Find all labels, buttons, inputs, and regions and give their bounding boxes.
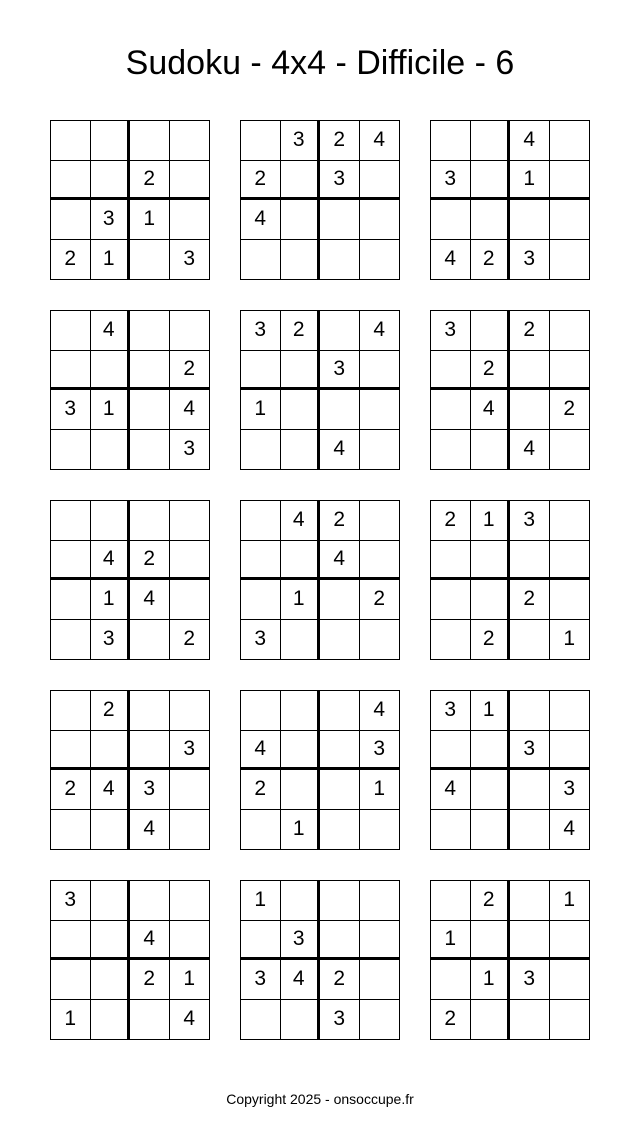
sudoku-cell: 3	[431, 161, 471, 201]
sudoku-cell: 2	[281, 311, 321, 351]
sudoku-cell[interactable]	[431, 810, 471, 850]
sudoku-cell: 1	[431, 921, 471, 961]
sudoku-cell[interactable]	[241, 430, 281, 470]
sudoku-cell: 3	[510, 501, 550, 541]
sudoku-cell: 1	[471, 960, 511, 1000]
sudoku-cell[interactable]	[510, 1000, 550, 1040]
sudoku-cell[interactable]	[91, 351, 131, 391]
sudoku-cell[interactable]	[320, 580, 360, 620]
sudoku-cell[interactable]	[471, 580, 511, 620]
sudoku-cell: 3	[320, 1000, 360, 1040]
sudoku-cell[interactable]	[431, 200, 471, 240]
sudoku-cell[interactable]	[281, 881, 321, 921]
sudoku-cell[interactable]	[170, 121, 210, 161]
sudoku-cell[interactable]	[550, 541, 590, 581]
sudoku-cell[interactable]	[91, 430, 131, 470]
sudoku-cell[interactable]	[510, 390, 550, 430]
sudoku-cell: 2	[471, 620, 511, 660]
sudoku-cell[interactable]	[51, 691, 91, 731]
sudoku-cell: 4	[241, 731, 281, 771]
sudoku-cell[interactable]	[281, 351, 321, 391]
sudoku-cell[interactable]	[91, 731, 131, 771]
sudoku-cell: 4	[320, 541, 360, 581]
sudoku-cell[interactable]	[51, 161, 91, 201]
sudoku-cell[interactable]	[320, 881, 360, 921]
sudoku-cell: 4	[91, 541, 131, 581]
sudoku-cell: 3	[51, 881, 91, 921]
sudoku-cell[interactable]	[471, 541, 511, 581]
sudoku-cell[interactable]	[170, 580, 210, 620]
sudoku-cell: 1	[241, 390, 281, 430]
sudoku-cell[interactable]	[130, 351, 170, 391]
sudoku-cell[interactable]	[471, 121, 511, 161]
sudoku-cell[interactable]	[170, 770, 210, 810]
sudoku-cell[interactable]	[360, 161, 400, 201]
sudoku-cell[interactable]	[471, 921, 511, 961]
sudoku-cell[interactable]	[550, 921, 590, 961]
sudoku-cell[interactable]	[360, 541, 400, 581]
sudoku-cell: 3	[281, 921, 321, 961]
sudoku-cell[interactable]	[241, 121, 281, 161]
sudoku-cell[interactable]	[241, 1000, 281, 1040]
sudoku-grid-2	[240, 120, 400, 280]
sudoku-cell: 1	[550, 881, 590, 921]
sudoku-cell[interactable]	[91, 501, 131, 541]
sudoku-cell: 3	[431, 691, 471, 731]
sudoku-cell[interactable]	[360, 960, 400, 1000]
sudoku-cell[interactable]	[51, 810, 91, 850]
sudoku-cell[interactable]	[51, 200, 91, 240]
sudoku-cell[interactable]	[320, 240, 360, 280]
sudoku-cell[interactable]	[550, 311, 590, 351]
sudoku-cell: 1	[91, 580, 131, 620]
sudoku-cell[interactable]	[281, 541, 321, 581]
sudoku-cell: 1	[510, 161, 550, 201]
sudoku-cell[interactable]	[360, 620, 400, 660]
sudoku-cell[interactable]	[281, 620, 321, 660]
sudoku-cell[interactable]	[130, 881, 170, 921]
sudoku-cell: 2	[170, 351, 210, 391]
sudoku-cell: 3	[431, 311, 471, 351]
sudoku-cell[interactable]	[431, 881, 471, 921]
sudoku-cell[interactable]	[550, 121, 590, 161]
sudoku-grid-9	[430, 500, 590, 660]
sudoku-cell: 4	[510, 121, 550, 161]
sudoku-cell: 3	[241, 960, 281, 1000]
sudoku-cell[interactable]	[360, 390, 400, 430]
sudoku-cell[interactable]	[360, 200, 400, 240]
sudoku-cell[interactable]	[431, 580, 471, 620]
sudoku-cell[interactable]	[471, 430, 511, 470]
sudoku-cell: 4	[471, 390, 511, 430]
sudoku-cell[interactable]	[241, 580, 281, 620]
sudoku-cell: 4	[563, 817, 576, 841]
sudoku-grid-3	[430, 120, 590, 280]
sudoku-cell: 2	[130, 960, 170, 1000]
sudoku-grid-7	[50, 500, 210, 660]
sudoku-cell: 3	[130, 770, 170, 810]
sudoku-cell[interactable]	[91, 881, 131, 921]
sudoku-cell[interactable]	[130, 390, 170, 430]
sudoku-cell[interactable]	[241, 921, 281, 961]
sudoku-cell[interactable]	[241, 541, 281, 581]
sudoku-cell: 2	[431, 1000, 471, 1040]
sudoku-cell[interactable]	[91, 960, 131, 1000]
sudoku-cell[interactable]	[471, 161, 511, 201]
sudoku-cell[interactable]	[510, 691, 550, 731]
sudoku-cell: 4	[431, 770, 471, 810]
sudoku-cell: 4	[130, 810, 170, 850]
sudoku-cell[interactable]	[431, 390, 471, 430]
sudoku-cell[interactable]	[510, 810, 550, 850]
sudoku-cell[interactable]	[281, 430, 321, 470]
sudoku-cell[interactable]	[360, 1000, 400, 1040]
sudoku-cell[interactable]	[281, 770, 321, 810]
sudoku-cell[interactable]	[510, 881, 550, 921]
sudoku-cell: 2	[471, 881, 511, 921]
sudoku-cell: 3	[91, 200, 131, 240]
sudoku-cell[interactable]	[51, 121, 91, 161]
sudoku-cell: 3	[550, 770, 590, 810]
sudoku-cell[interactable]	[360, 430, 400, 470]
sudoku-cell[interactable]	[550, 501, 590, 541]
sudoku-cell[interactable]	[281, 1000, 321, 1040]
sudoku-cell[interactable]	[320, 691, 360, 731]
sudoku-cell[interactable]	[170, 501, 210, 541]
sudoku-grid-5	[240, 310, 400, 470]
sudoku-cell[interactable]	[320, 770, 360, 810]
sudoku-cell[interactable]	[510, 200, 550, 240]
sudoku-cell: 2	[550, 390, 590, 430]
sudoku-cell: 3	[510, 960, 550, 1000]
sudoku-cell[interactable]	[130, 1000, 170, 1040]
sudoku-grid-15	[430, 880, 590, 1040]
sudoku-cell[interactable]	[51, 620, 91, 660]
sudoku-cell[interactable]	[170, 200, 210, 240]
sudoku-grid-4	[50, 310, 210, 470]
sudoku-cell[interactable]	[241, 691, 281, 731]
sudoku-cell: 2	[91, 691, 131, 731]
sudoku-cell[interactable]	[360, 351, 400, 391]
sudoku-cell[interactable]	[281, 731, 321, 771]
sudoku-cell: 2	[241, 770, 281, 810]
sudoku-cell[interactable]	[431, 121, 471, 161]
sudoku-cell: 1	[170, 960, 210, 1000]
sudoku-cell[interactable]	[360, 921, 400, 961]
sudoku-cell: 1	[563, 627, 576, 651]
sudoku-cell[interactable]	[431, 351, 471, 391]
sudoku-cell[interactable]	[170, 161, 210, 201]
sudoku-cell[interactable]	[471, 731, 511, 771]
sudoku-cell[interactable]	[550, 691, 590, 731]
sudoku-cell: 1	[471, 691, 511, 731]
sudoku-cell[interactable]	[281, 240, 321, 280]
sudoku-cell[interactable]	[241, 501, 281, 541]
sudoku-cell[interactable]	[431, 731, 471, 771]
sudoku-cell[interactable]	[170, 881, 210, 921]
sudoku-cell: 3	[241, 311, 281, 351]
sudoku-cell: 3	[170, 731, 210, 771]
sudoku-cell: 4	[510, 430, 550, 470]
sudoku-cell: 3	[281, 121, 321, 161]
sudoku-cell[interactable]	[550, 430, 590, 470]
sudoku-cell[interactable]	[431, 960, 471, 1000]
sudoku-cell[interactable]	[130, 731, 170, 771]
sudoku-cell: 3	[91, 620, 131, 660]
sudoku-cell: 4	[130, 580, 170, 620]
sudoku-grid-13	[50, 880, 210, 1040]
sudoku-cell[interactable]	[130, 121, 170, 161]
sudoku-cell[interactable]	[510, 620, 550, 660]
sudoku-cell[interactable]	[320, 731, 360, 771]
sudoku-cell[interactable]	[360, 881, 400, 921]
sudoku-cell: 4	[431, 240, 471, 280]
sudoku-cell[interactable]	[550, 1000, 590, 1040]
sudoku-cell: 1	[130, 200, 170, 240]
sudoku-cell: 2	[130, 541, 170, 581]
sudoku-cell: 2	[51, 240, 91, 280]
sudoku-cell: 4	[241, 200, 281, 240]
sudoku-cell[interactable]	[550, 240, 590, 280]
sudoku-cell: 3	[183, 437, 196, 461]
page-title: Sudoku - 4x4 - Difficile - 6	[125, 44, 515, 82]
sudoku-cell: 2	[130, 161, 170, 201]
sudoku-cell[interactable]	[320, 200, 360, 240]
sudoku-cell: 3	[320, 351, 360, 391]
sudoku-cell[interactable]	[320, 311, 360, 351]
sudoku-cell: 1	[91, 240, 131, 280]
sudoku-cell[interactable]	[471, 311, 511, 351]
sudoku-cell: 2	[320, 501, 360, 541]
sudoku-cell[interactable]	[51, 430, 91, 470]
sudoku-cell[interactable]	[360, 501, 400, 541]
sudoku-cell[interactable]	[360, 810, 400, 850]
sudoku-cell: 4	[130, 921, 170, 961]
sudoku-cell[interactable]	[241, 351, 281, 391]
sudoku-cell[interactable]	[91, 161, 131, 201]
sudoku-cell: 3	[51, 390, 91, 430]
sudoku-cell[interactable]	[471, 810, 511, 850]
sudoku-cell: 2	[471, 351, 511, 391]
sudoku-cell[interactable]	[51, 541, 91, 581]
sudoku-cell: 3	[320, 161, 360, 201]
sudoku-cell: 4	[360, 311, 400, 351]
sudoku-cell: 2	[471, 240, 511, 280]
sudoku-cell[interactable]	[550, 200, 590, 240]
sudoku-cell[interactable]	[281, 691, 321, 731]
sudoku-grid-14	[240, 880, 400, 1040]
sudoku-cell[interactable]	[550, 731, 590, 771]
sudoku-cell: 4	[91, 770, 131, 810]
sudoku-cell[interactable]	[130, 311, 170, 351]
sudoku-cell[interactable]	[130, 240, 170, 280]
sudoku-cell[interactable]	[170, 921, 210, 961]
sudoku-cell[interactable]	[471, 1000, 511, 1040]
sudoku-cell: 1	[360, 770, 400, 810]
sudoku-cell[interactable]	[51, 960, 91, 1000]
sudoku-cell: 4	[183, 1007, 196, 1031]
sudoku-cell: 4	[281, 501, 321, 541]
sudoku-cell[interactable]	[51, 921, 91, 961]
sudoku-cell[interactable]	[91, 810, 131, 850]
sudoku-cell[interactable]	[170, 810, 210, 850]
sudoku-cell: 2	[431, 501, 471, 541]
sudoku-cell: 4	[360, 691, 400, 731]
sudoku-cell[interactable]	[241, 810, 281, 850]
sudoku-cell[interactable]	[550, 580, 590, 620]
sudoku-cell[interactable]	[51, 731, 91, 771]
sudoku-cell[interactable]	[281, 161, 321, 201]
sudoku-cell[interactable]	[241, 240, 281, 280]
sudoku-cell: 1	[91, 390, 131, 430]
sudoku-cell: 4	[320, 430, 360, 470]
sudoku-cell: 2	[510, 580, 550, 620]
sudoku-cell[interactable]	[431, 541, 471, 581]
sudoku-cell[interactable]	[130, 691, 170, 731]
sudoku-cell: 3	[183, 247, 196, 271]
sudoku-cell[interactable]	[550, 161, 590, 201]
sudoku-cell: 1	[241, 881, 281, 921]
sudoku-cell: 2	[320, 960, 360, 1000]
sudoku-cell: 4	[170, 390, 210, 430]
sudoku-cell[interactable]	[510, 541, 550, 581]
sudoku-cell[interactable]	[91, 921, 131, 961]
copyright-footer: Copyright 2025 - onsoccupe.fr	[226, 1091, 414, 1107]
sudoku-grid-12	[430, 690, 590, 850]
sudoku-cell: 1	[471, 501, 511, 541]
sudoku-cell[interactable]	[510, 921, 550, 961]
sudoku-cell[interactable]	[51, 351, 91, 391]
sudoku-cell: 2	[51, 770, 91, 810]
sudoku-cell[interactable]	[51, 311, 91, 351]
sudoku-grid-1	[50, 120, 210, 280]
sudoku-cell: 4	[360, 121, 400, 161]
sudoku-cell: 3	[510, 731, 550, 771]
sudoku-cell[interactable]	[550, 960, 590, 1000]
sudoku-cell[interactable]	[170, 541, 210, 581]
sudoku-cell[interactable]	[170, 311, 210, 351]
sudoku-cell[interactable]	[510, 770, 550, 810]
sudoku-cell: 2	[183, 627, 196, 651]
sudoku-cell[interactable]	[320, 810, 360, 850]
sudoku-cell: 2	[360, 580, 400, 620]
sudoku-cell[interactable]	[471, 200, 511, 240]
sudoku-grid-11	[240, 690, 400, 850]
sudoku-cell[interactable]	[320, 390, 360, 430]
sudoku-cell[interactable]	[51, 501, 91, 541]
sudoku-cell[interactable]	[471, 770, 511, 810]
sudoku-cell[interactable]	[431, 620, 471, 660]
sudoku-cell[interactable]	[51, 580, 91, 620]
sudoku-cell[interactable]	[91, 121, 131, 161]
sudoku-cell[interactable]	[360, 240, 400, 280]
sudoku-cell[interactable]	[550, 351, 590, 391]
sudoku-cell: 4	[281, 960, 321, 1000]
sudoku-cell[interactable]	[130, 620, 170, 660]
sudoku-cell[interactable]	[510, 351, 550, 391]
sudoku-cell[interactable]	[431, 430, 471, 470]
sudoku-cell[interactable]	[281, 390, 321, 430]
sudoku-cell: 1	[281, 810, 321, 850]
sudoku-cell: 2	[510, 311, 550, 351]
sudoku-grid-6	[430, 310, 590, 470]
sudoku-cell[interactable]	[130, 501, 170, 541]
sudoku-grid-8	[240, 500, 400, 660]
sudoku-cell: 3	[241, 620, 281, 660]
sudoku-cell: 3	[360, 731, 400, 771]
sudoku-cell[interactable]	[320, 921, 360, 961]
sudoku-grid-10	[50, 690, 210, 850]
sudoku-cell[interactable]	[130, 430, 170, 470]
sudoku-cell: 2	[320, 121, 360, 161]
sudoku-cell[interactable]	[170, 691, 210, 731]
sudoku-cell[interactable]	[91, 1000, 131, 1040]
sudoku-cell: 3	[510, 240, 550, 280]
sudoku-cell: 4	[91, 311, 131, 351]
sudoku-cell[interactable]	[320, 620, 360, 660]
sudoku-cell: 1	[51, 1000, 91, 1040]
sudoku-cell: 1	[281, 580, 321, 620]
sudoku-cell: 2	[241, 161, 281, 201]
sudoku-cell[interactable]	[281, 200, 321, 240]
